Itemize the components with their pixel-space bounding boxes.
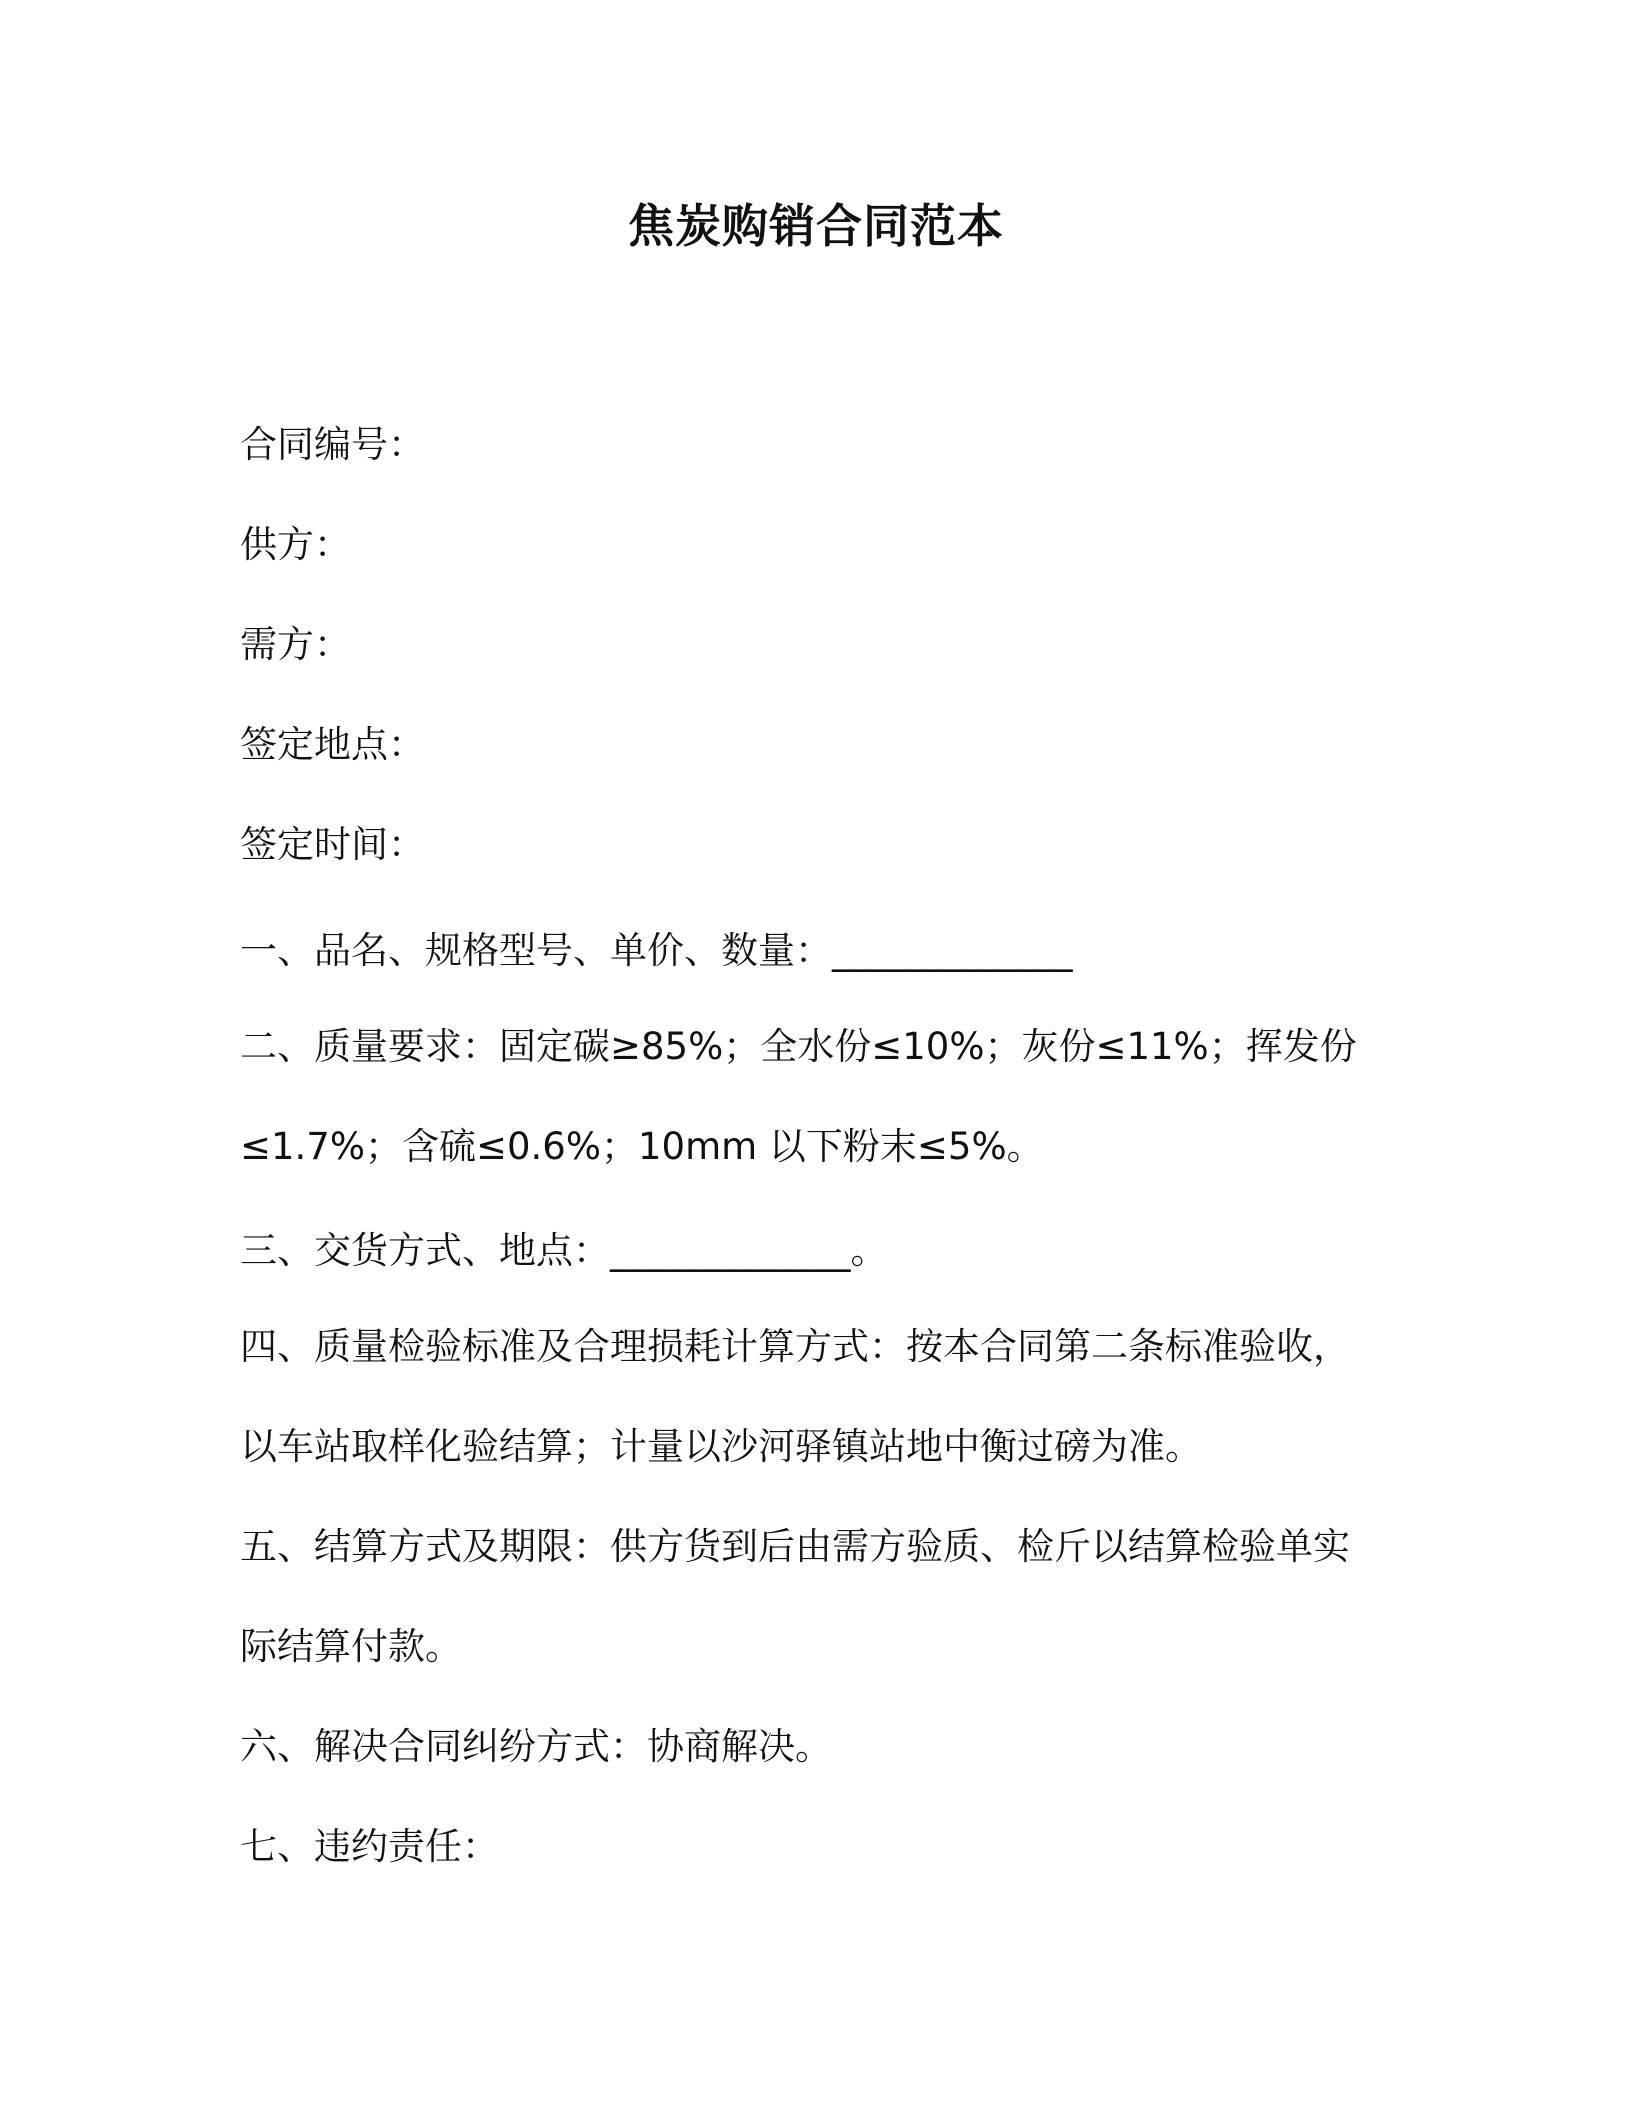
clause-6: 六、解决合同纠纷方式：协商解决。 [240, 1725, 832, 1768]
clause-5-line-2: 际结算付款。 [240, 1625, 462, 1668]
clause-5-line-1: 五、结算方式及期限：供方货到后由需方验质、检斤以结算检验单实 [240, 1525, 1350, 1568]
supplier-field: 供方： [240, 523, 351, 566]
clause-2-line-2: ≤1.7%；含硫≤0.6%；10mm 以下粉末≤5%。 [240, 1125, 1044, 1168]
clause-2-line-1: 二、质量要求：固定碳≥85%；全水份≤10%；灰份≤11%；挥发份 [240, 1025, 1357, 1068]
clause-7: 七、违约责任： [240, 1825, 499, 1868]
contract-number-field: 合同编号： [240, 423, 425, 466]
clause-4-line-1: 四、质量检验标准及合理损耗计算方式：按本合同第二条标准验收， [240, 1325, 1350, 1368]
clause-4-line-2: 以车站取样化验结算；计量以沙河驿镇站地中衡过磅为准。 [240, 1425, 1202, 1468]
clause-3: 三、交货方式、地点：_____________。 [240, 1229, 888, 1272]
signing-place-field: 签定地点： [240, 723, 425, 766]
document-title: 焦炭购销合同范本 [628, 199, 1004, 253]
signing-time-field: 签定时间： [240, 823, 425, 866]
clause-1: 一、品名、规格型号、单价、数量：_____________ [240, 929, 1073, 972]
buyer-field: 需方： [240, 623, 351, 666]
